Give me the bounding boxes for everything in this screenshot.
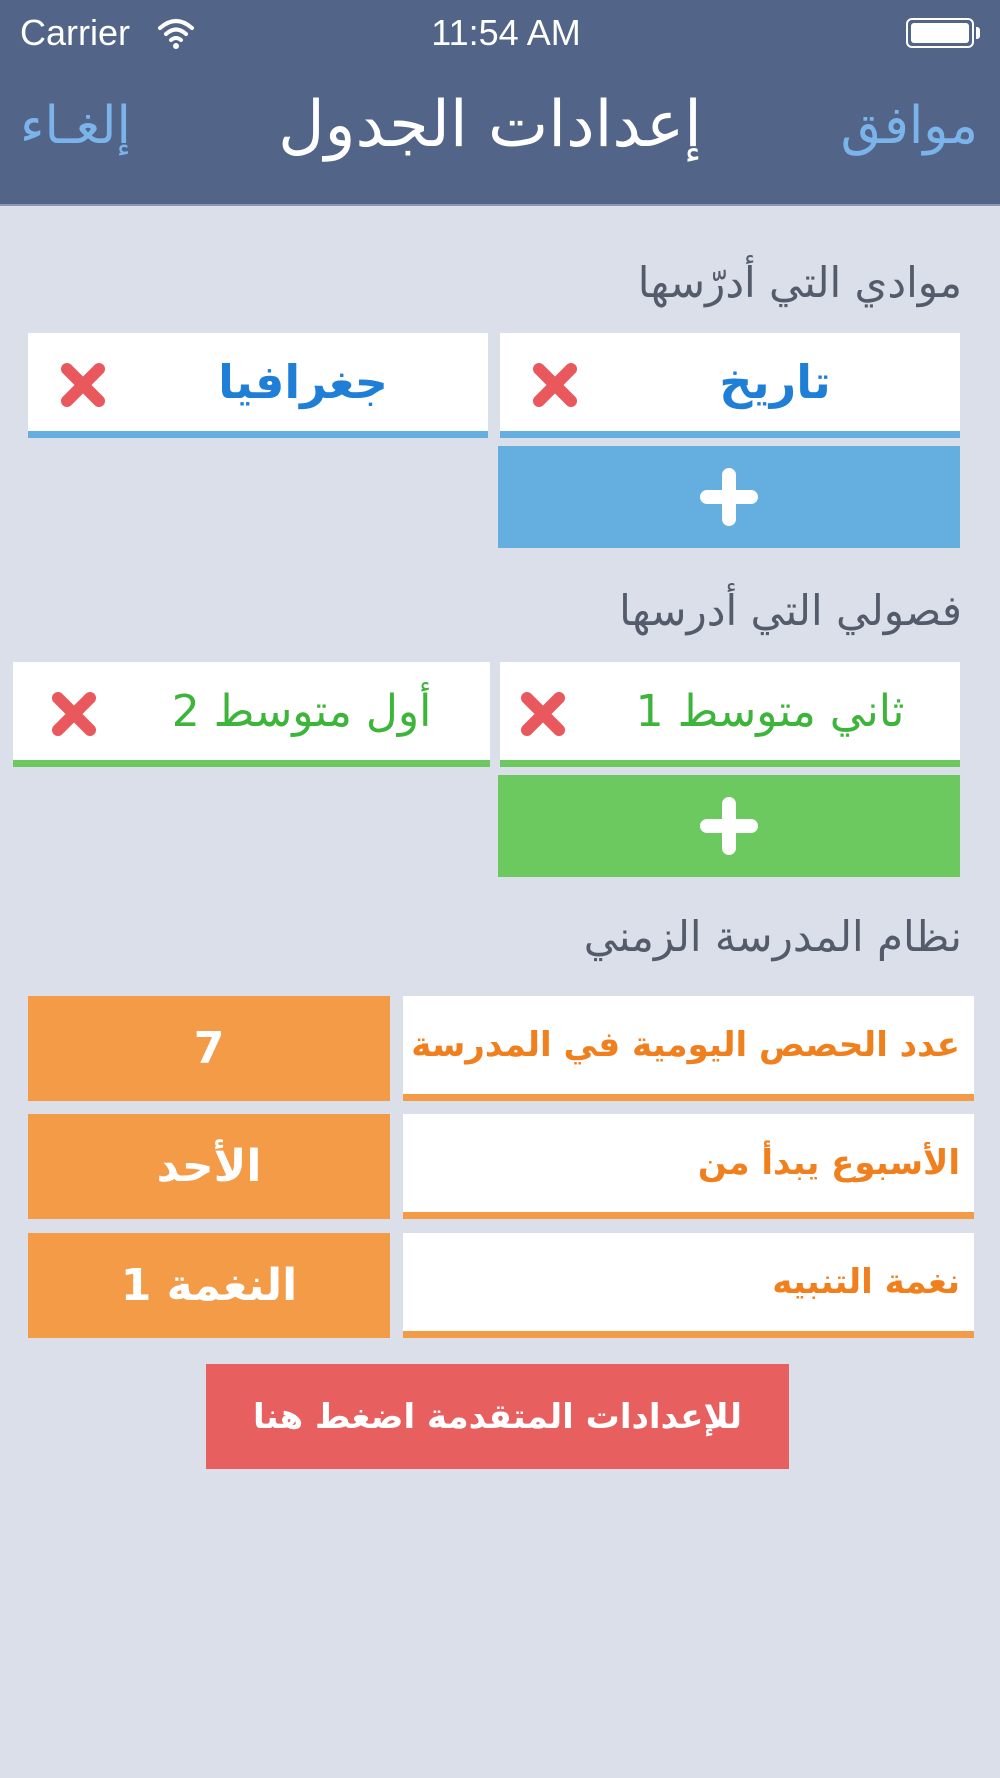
subject-label: جغرافيا <box>218 355 388 409</box>
wifi-icon <box>156 14 196 54</box>
week-start-label: الأسبوع يبدأ من <box>403 1114 974 1219</box>
battery-tip <box>976 27 980 39</box>
alert-tone-label: نغمة التنبيه <box>403 1233 974 1338</box>
class-label: أول متوسط 2 <box>171 685 432 737</box>
subject-label: تاريخ <box>719 355 831 409</box>
add-subject-button[interactable] <box>498 446 960 548</box>
periods-per-day-label: عدد الحصص اليومية في المدرسة <box>403 996 974 1101</box>
remove-icon[interactable] <box>49 689 99 739</box>
ok-button[interactable]: موافق <box>840 96 978 156</box>
alert-tone-value[interactable]: النغمة 1 <box>28 1233 390 1338</box>
schedule-heading: نظام المدرسة الزمني <box>583 912 962 961</box>
cancel-button[interactable]: إلغـاء <box>20 96 131 156</box>
add-class-button[interactable] <box>498 775 960 877</box>
periods-per-day-value[interactable]: 7 <box>28 996 390 1101</box>
navigation-bar <box>0 68 1000 206</box>
remove-icon[interactable] <box>530 360 580 410</box>
plus-icon <box>699 796 759 856</box>
classes-heading: فصولي التي أدرسها <box>619 586 962 635</box>
remove-icon[interactable] <box>58 360 108 410</box>
class-chip <box>13 662 490 767</box>
remove-icon[interactable] <box>518 689 568 739</box>
week-start-value[interactable]: الأحد <box>28 1114 390 1219</box>
battery-level <box>911 23 969 43</box>
carrier-label: Carrier <box>20 12 131 53</box>
subject-chip <box>500 333 960 438</box>
class-label: ثاني متوسط 1 <box>635 685 905 737</box>
status-bar <box>0 0 1000 68</box>
subject-chip <box>28 333 488 438</box>
clock: 11:54 AM <box>431 12 581 53</box>
subjects-heading: موادي التي أدرّسها <box>637 258 962 307</box>
battery-icon <box>906 18 974 48</box>
page-title: إعدادات الجدول <box>278 88 702 162</box>
class-chip <box>500 662 960 767</box>
advanced-settings-button[interactable]: للإعدادات المتقدمة اضغط هنا <box>206 1364 789 1469</box>
plus-icon <box>699 467 759 527</box>
